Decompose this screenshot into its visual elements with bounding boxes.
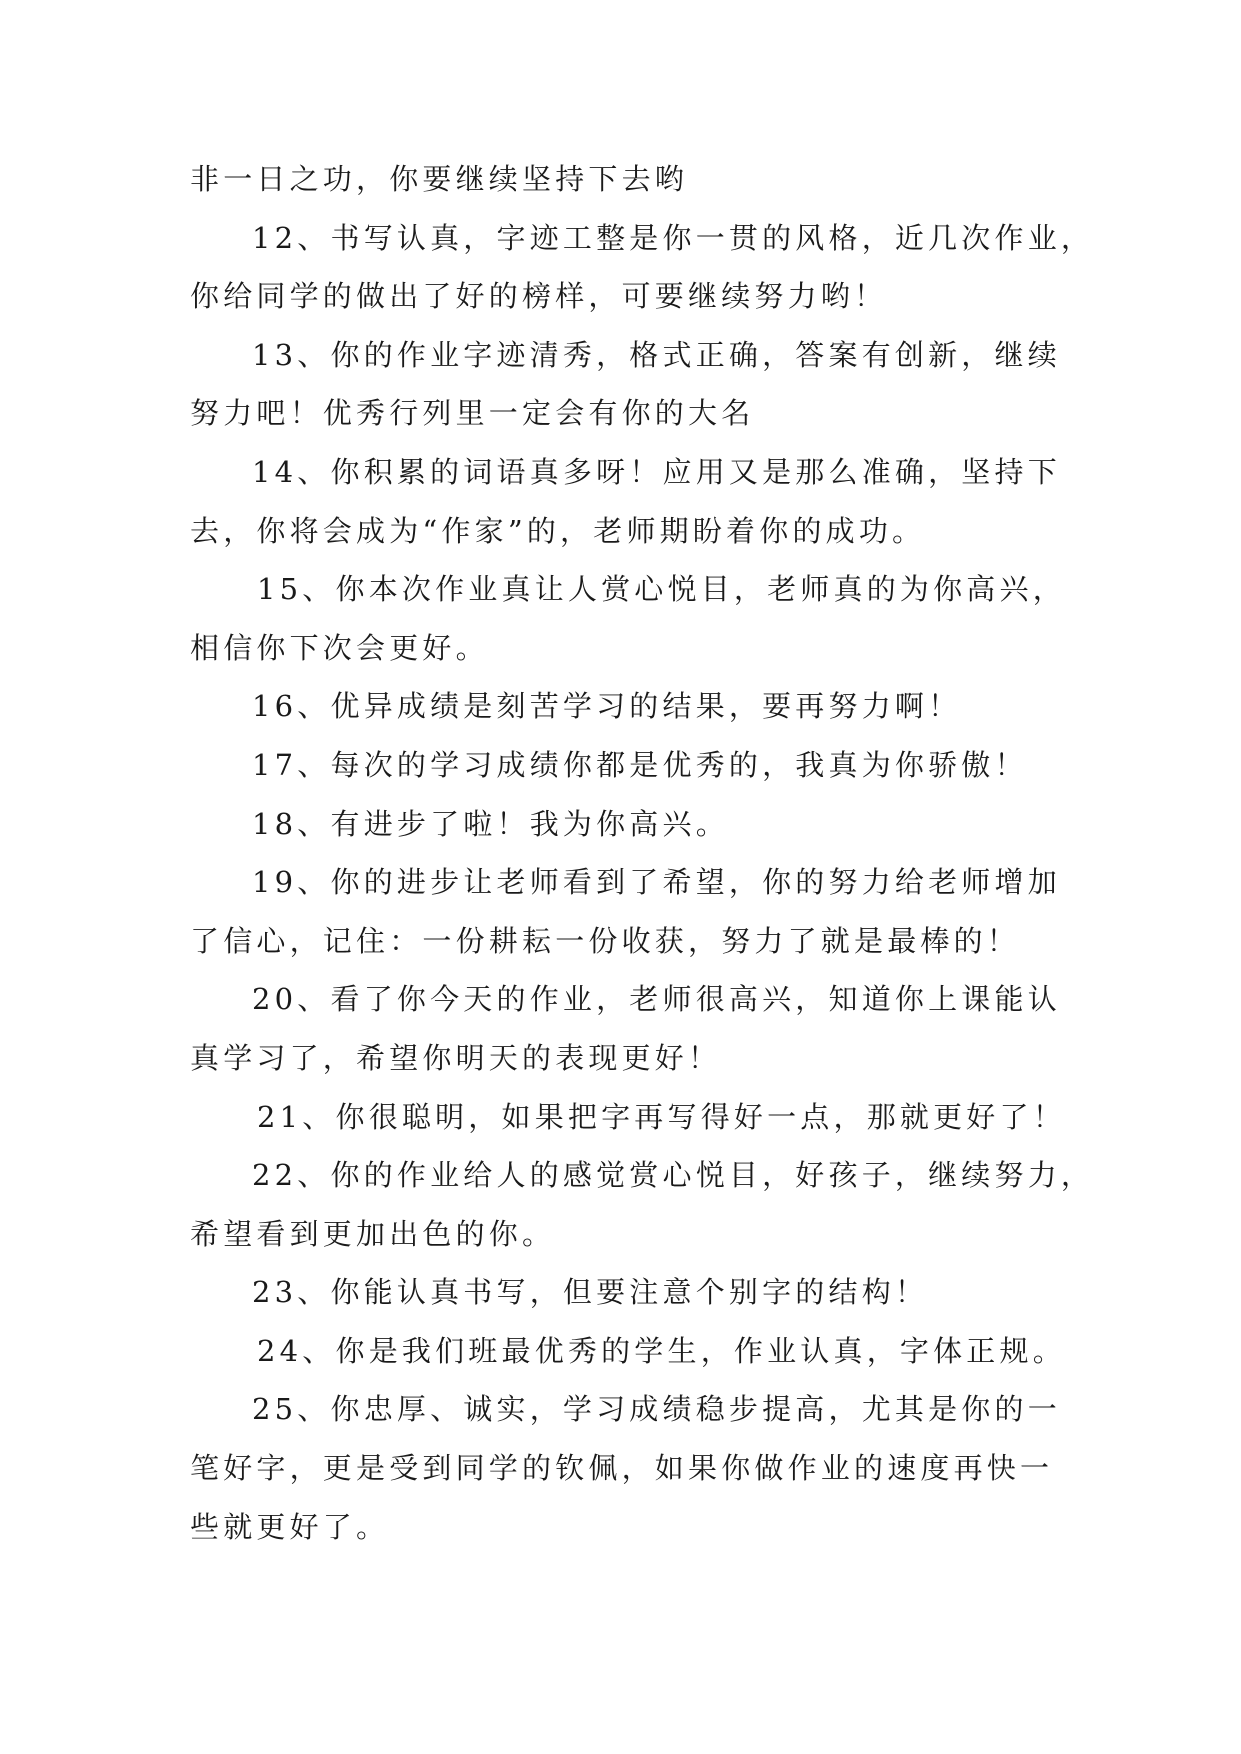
text-line: 19、你的进步让老师看到了希望，你的努力给老师增加 [252,865,1061,900]
text-line: 13、你的作业字迹清秀，格式正确，答案有创新，继续 [252,337,1061,372]
text-line: 20、看了你今天的作业，老师很高兴，知道你上课能认 [252,982,1061,1017]
text-line: 21、你很聪明，如果把字再写得好一点，那就更好了！ [257,1099,1066,1134]
text-line: 17、每次的学习成绩你都是优秀的，我真为你骄傲！ [252,747,1028,782]
text-line: 22、你的作业给人的感觉赏心悦目，好孩子，继续努力， [252,1158,1095,1193]
text-line: 希望看到更加出色的你。 [190,1216,556,1251]
text-line: 非一日之功，你要继续坚持下去哟 [190,162,689,196]
text-line: 12、书写认真，字迹工整是你一贯的风格，近几次作业， [252,220,1095,255]
text-line: 了信心，记住：一份耕耘一份收获，努力了就是最棒的！ [190,923,1021,958]
text-line: 14、你积累的词语真多呀！应用又是那么准确，坚持下 [252,454,1061,489]
document-body [190,160,1095,1566]
text-line: 努力吧！优秀行列里一定会有你的大名 [190,396,755,431]
text-line: 笔好字，更是受到同学的钦佩，如果你做作业的速度再快一 [190,1451,1054,1486]
text-line: 去，你将会成为“作家”的，老师期盼着你的成功。 [190,513,926,548]
text-line: 23、你能认真书写，但要注意个别字的结构！ [252,1275,929,1310]
text-line: 相信你下次会更好。 [190,630,489,665]
text-line: 些就更好了。 [190,1509,390,1544]
text-line: 25、你忠厚、诚实，学习成绩稳步提高，尤其是你的一 [252,1392,1061,1427]
text-line: 18、有进步了啦！我为你高兴。 [252,806,729,841]
text-line: 真学习了，希望你明天的表现更好！ [190,1040,722,1075]
text-line: 16、优异成绩是刻苦学习的结果，要再努力啊！ [252,689,962,724]
text-line: 你给同学的做出了好的榜样，可要继续努力哟！ [190,279,888,314]
text-line: 24、你是我们班最优秀的学生，作业认真，字体正规。 [257,1333,1066,1368]
text-line: 15、你本次作业真让人赏心悦目，老师真的为你高兴， [257,572,1066,607]
